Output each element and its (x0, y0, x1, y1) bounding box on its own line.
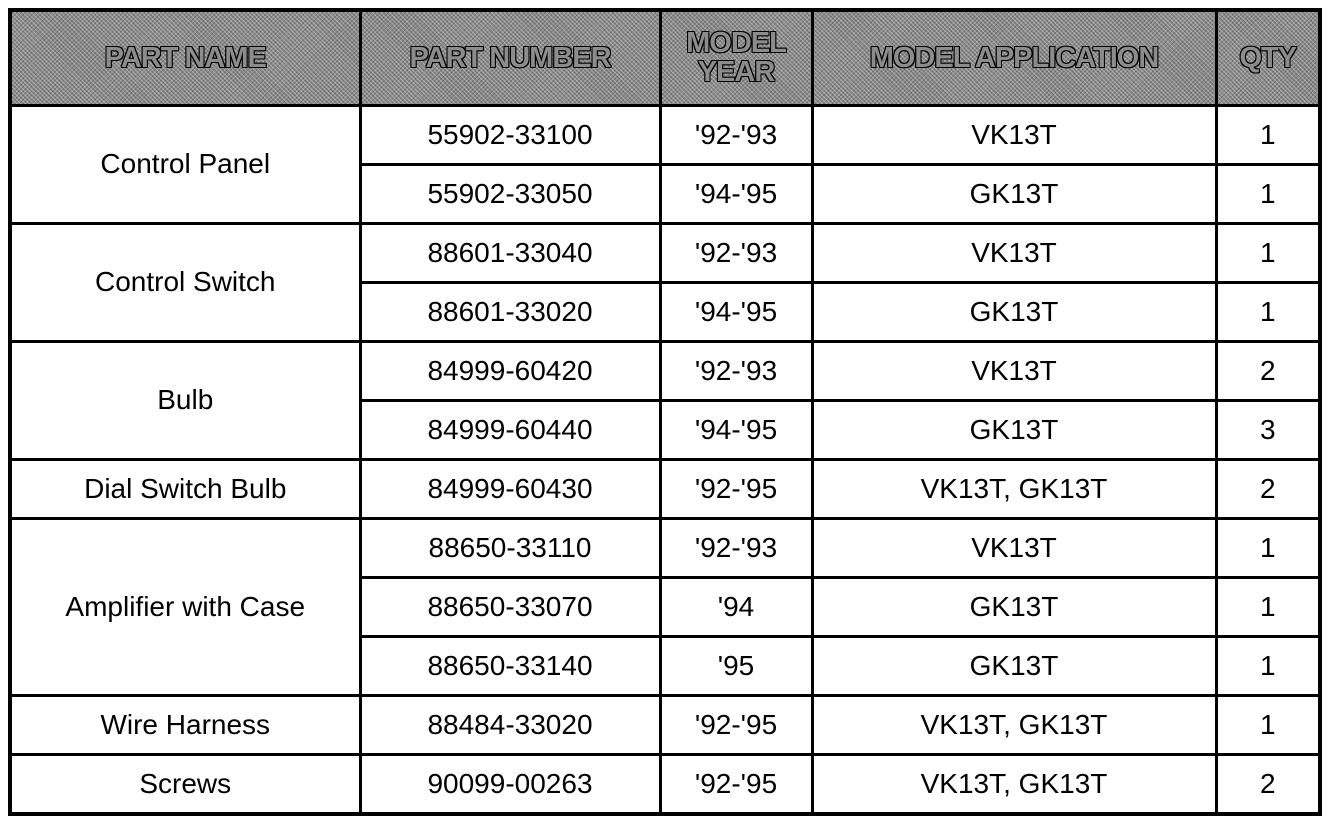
model-application-cell: VK13T, GK13T (812, 695, 1216, 754)
qty-cell: 1 (1216, 636, 1320, 695)
parts-table (8, 8, 1322, 816)
header-row (10, 10, 1320, 106)
part-number-cell: 88650-33110 (360, 518, 660, 577)
part-number-cell: 55902-33100 (360, 106, 660, 165)
part-number-cell: 88650-33140 (360, 636, 660, 695)
table-row (10, 223, 1320, 282)
header-model-year-line2: YEAR (697, 56, 775, 88)
model-year-cell: '92-'93 (660, 341, 812, 400)
model-application-cell: GK13T (812, 577, 1216, 636)
header-part-number: PART NUMBER (360, 10, 660, 106)
part-number-cell: 84999-60420 (360, 341, 660, 400)
table-row (10, 754, 1320, 814)
header-part-name: PART NAME (10, 10, 360, 106)
qty-cell: 1 (1216, 518, 1320, 577)
qty-cell: 1 (1216, 577, 1320, 636)
model-application-cell: VK13T (812, 341, 1216, 400)
part-number-cell: 84999-60440 (360, 400, 660, 459)
model-year-cell: '92-'95 (660, 754, 812, 814)
model-application-cell: VK13T (812, 518, 1216, 577)
qty-cell: 2 (1216, 754, 1320, 814)
header-model-year-line1: MODEL (686, 27, 786, 59)
part-number-cell: 88484-33020 (360, 695, 660, 754)
model-year-cell: '94-'95 (660, 164, 812, 223)
model-year-cell: '92-'93 (660, 223, 812, 282)
part-name-cell: Screws (10, 754, 360, 814)
model-year-cell: '92-'95 (660, 695, 812, 754)
model-year-cell: '95 (660, 636, 812, 695)
model-application-cell: VK13T (812, 223, 1216, 282)
part-number-cell: 88650-33070 (360, 577, 660, 636)
part-name-cell: Dial Switch Bulb (10, 459, 360, 518)
table-row (10, 341, 1320, 400)
model-year-cell: '92-'93 (660, 518, 812, 577)
model-year-cell: '92-'95 (660, 459, 812, 518)
table-body (10, 106, 1320, 815)
qty-cell: 1 (1216, 695, 1320, 754)
part-name-cell: Amplifier with Case (10, 518, 360, 695)
qty-cell: 1 (1216, 164, 1320, 223)
model-application-cell: GK13T (812, 164, 1216, 223)
model-application-cell: GK13T (812, 636, 1216, 695)
part-number-cell: 88601-33020 (360, 282, 660, 341)
model-year-cell: '94-'95 (660, 282, 812, 341)
part-name-cell: Wire Harness (10, 695, 360, 754)
qty-cell: 3 (1216, 400, 1320, 459)
model-year-cell: '92-'93 (660, 106, 812, 165)
model-application-cell: VK13T, GK13T (812, 459, 1216, 518)
part-number-cell: 84999-60430 (360, 459, 660, 518)
table-row (10, 106, 1320, 165)
part-name-cell: Control Switch (10, 223, 360, 341)
part-number-cell: 88601-33040 (360, 223, 660, 282)
model-year-cell: '94-'95 (660, 400, 812, 459)
qty-cell: 1 (1216, 106, 1320, 165)
header-model-year (660, 10, 812, 106)
table-row (10, 459, 1320, 518)
part-number-cell: 55902-33050 (360, 164, 660, 223)
part-name-cell: Bulb (10, 341, 360, 459)
table-row (10, 695, 1320, 754)
model-application-cell: VK13T, GK13T (812, 754, 1216, 814)
model-application-cell: GK13T (812, 400, 1216, 459)
qty-cell: 2 (1216, 459, 1320, 518)
part-name-cell: Control Panel (10, 106, 360, 224)
qty-cell: 1 (1216, 282, 1320, 341)
table-header (10, 10, 1320, 106)
qty-cell: 1 (1216, 223, 1320, 282)
table-row (10, 518, 1320, 577)
model-year-cell: '94 (660, 577, 812, 636)
qty-cell: 2 (1216, 341, 1320, 400)
header-qty: QTY (1216, 10, 1320, 106)
model-application-cell: GK13T (812, 282, 1216, 341)
part-number-cell: 90099-00263 (360, 754, 660, 814)
model-application-cell: VK13T (812, 106, 1216, 165)
header-model-application: MODEL APPLICATION (812, 10, 1216, 106)
